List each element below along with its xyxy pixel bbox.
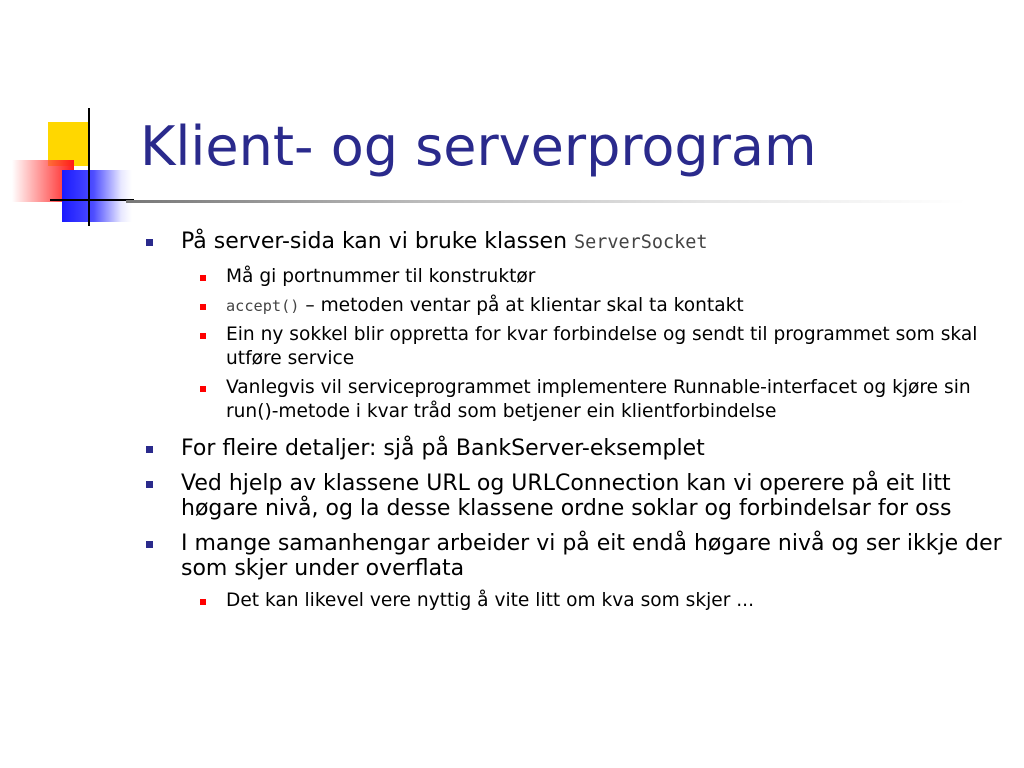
slide-content	[143, 229, 1003, 618]
bullet-text: I mange samanhengar arbeider vi på eit endå høgare nivå og ser ikkje der som skjer under overflata	[181, 531, 1002, 581]
sub-bullet-text: – metoden ventar på at klientar skal ta kontakt	[299, 295, 744, 316]
bullet-item	[143, 531, 1003, 581]
sub-bullet-item	[143, 265, 1003, 289]
bullet-item	[143, 471, 1003, 521]
square-bullet-icon	[200, 304, 206, 310]
bullet-item	[143, 229, 1003, 255]
square-bullet-icon	[200, 386, 206, 392]
sub-bullet-item	[143, 294, 1003, 318]
sub-bullet-text: Ein ny sokkel blir oppretta for kvar forbindelse og sendt til programmet som skal utføre service	[226, 324, 978, 369]
square-bullet-icon	[146, 541, 153, 548]
sub-bullet-text: Det kan likevel vere nyttig å vite litt om kva som skjer ...	[226, 590, 755, 611]
bullet-text: Ved hjelp av klassene URL og URLConnection kan vi operere på eit litt høgare nivå, og la desse klassene ordne soklar og forbindelsar for oss	[181, 471, 952, 521]
slide-title: Klient- og serverprogram	[140, 115, 817, 178]
sub-bullet-text: Vanlegvis vil serviceprogrammet implementere Runnable-interfacet og kjøre sin run()-metode i kvar tråd som betjener ein klientforbindelse	[226, 377, 971, 422]
logo-vertical-line	[88, 108, 90, 226]
slide-logo	[0, 0, 140, 240]
sub-bullet-item	[143, 376, 1003, 424]
sub-bullet-text: Må gi portnummer til konstruktør	[226, 266, 536, 287]
square-bullet-icon	[200, 599, 206, 605]
square-bullet-icon	[146, 481, 153, 488]
bullet-text: På server-sida kan vi bruke klassen	[181, 229, 575, 254]
title-divider	[126, 200, 966, 203]
square-bullet-icon	[146, 446, 153, 453]
logo-blue-square	[62, 170, 132, 222]
square-bullet-icon	[146, 239, 153, 246]
square-bullet-icon	[200, 333, 206, 339]
logo-horizontal-line	[50, 199, 134, 201]
bullet-item	[143, 436, 1003, 461]
code-text: accept()	[226, 297, 300, 315]
bullet-text: For fleire detaljer: sjå på BankServer-eksemplet	[181, 436, 705, 461]
square-bullet-icon	[200, 275, 206, 281]
sub-bullet-item	[143, 589, 1003, 613]
sub-bullet-item	[143, 323, 1003, 371]
code-text: ServerSocket	[574, 232, 708, 253]
